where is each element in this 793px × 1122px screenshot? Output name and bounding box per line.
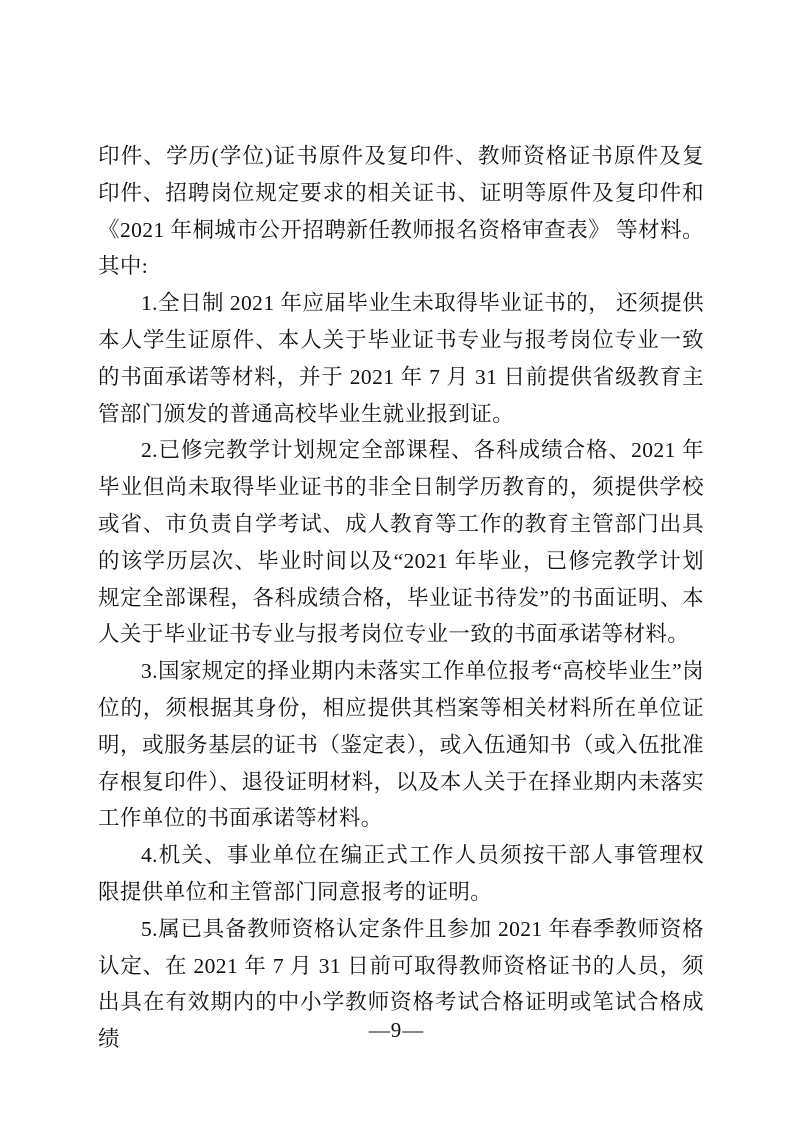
- document-body: [98, 138, 704, 1058]
- paragraph-item-4: 4.机关、事业单位在编正式工作人员须按干部人事管理权限提供单位和主管部门同意报考的证明。: [98, 843, 704, 904]
- paragraph-item-1: 1.全日制 2021 年应届毕业生未取得毕业证书的， 还须提供本人学生证原件、本人关于毕业证书专业与报考岗位专业一致的书面承诺等材料，并于 2021 年 7 月 31 日前提供省级教育主管部门颁发的普通高校毕业生就业报到证。: [98, 291, 704, 426]
- paragraph-item-5: 5.属已具备教师资格认定条件且参加 2021 年春季教师资格认定、在 2021 年 7 月 31 日前可取得教师资格证书的人员，须出具在有效期内的中小学教师资格考试合格证明或笔试合格成绩: [98, 916, 704, 1052]
- page-number: —9—: [368, 1018, 425, 1042]
- paragraph-continuation: 印件、学历(学位)证书原件及复印件、教师资格证书原件及复印件、招聘岗位规定要求的相关证书、证明等原件及复印件和《2021 年桐城市公开招聘新任教师报名资格审查表》 等材料。其中:: [98, 144, 704, 279]
- paragraph-item-3: 3.国家规定的择业期内未落实工作单位报考“高校毕业生”岗位的，须根据其身份，相应提供其档案等相关材料所在单位证明，或服务基层的证书（鉴定表），或入伍通知书（或入伍批准存根复印件）、退役证明材料，以及本人关于在择业期内未落实工作单位的书面承诺等材料。: [98, 659, 704, 831]
- paragraph-item-2: 2.已修完教学计划规定全部课程、各科成绩合格、2021 年毕业但尚未取得毕业证书的非全日制学历教育的，须提供学校或省、市负责自学考试、成人教育等工作的教育主管部门出具的该学历层次、毕业时间以及“2021 年毕业，已修完教学计划规定全部课程，各科成绩合格，毕业证书待发”的书面证明、本人关于毕业证书专业与报考岗位专业一致的书面承诺等材料。: [98, 438, 704, 647]
